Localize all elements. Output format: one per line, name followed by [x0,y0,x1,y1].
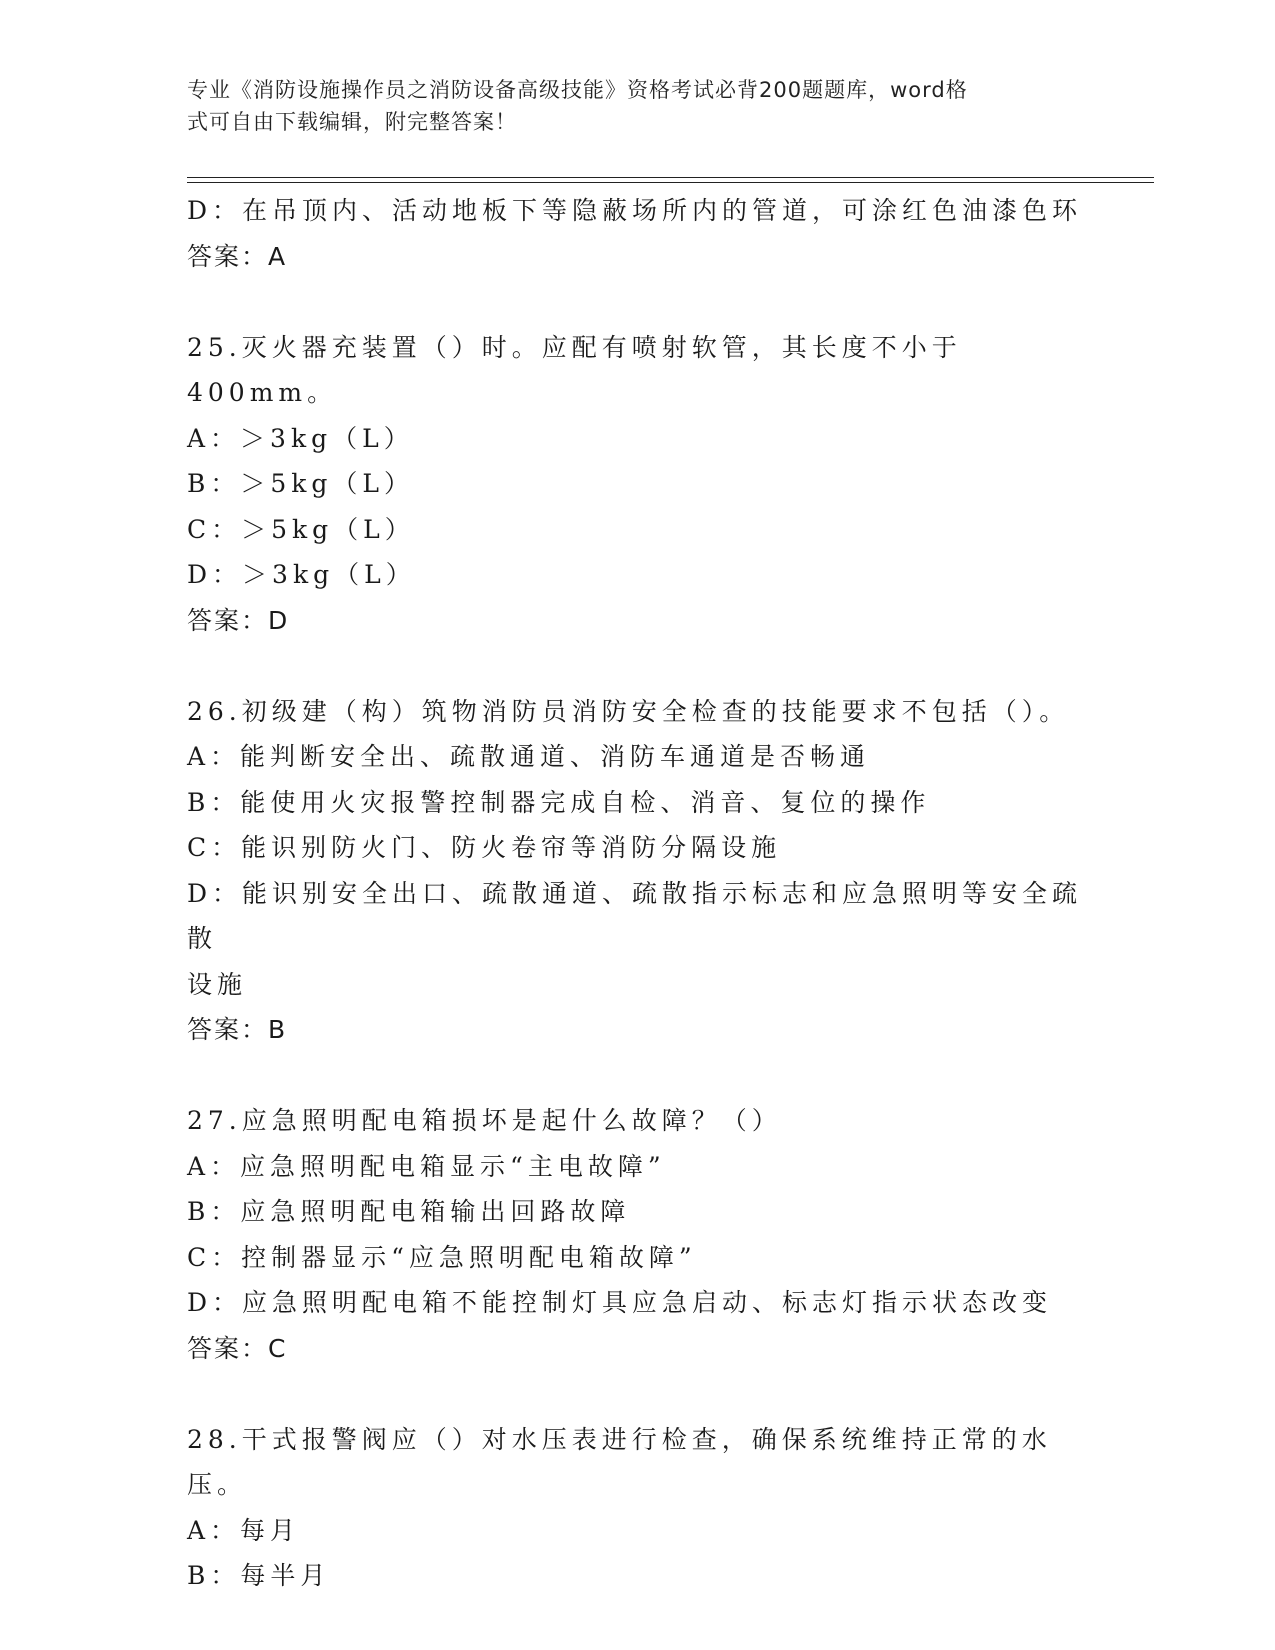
question-25 [187,325,1087,644]
option-d: D：能识别安全出口、疏散通道、疏散指示标志和应急照明等安全疏散 [187,878,1083,953]
option-b: B：每半月 [187,1561,331,1590]
header-divider-top [187,177,1154,178]
option-c: C：能识别防火门、防火卷帘等消防分隔设施 [187,833,782,862]
question-stem: 28.干式报警阀应（）对水压表进行检查，确保系统维持正常的水压。 [187,1424,1052,1499]
question-stem: 27.应急照明配电箱损坏是起什么故障？（） [187,1106,782,1135]
option-a: A：能判断安全出、疏散通道、消防车通道是否畅通 [187,742,871,771]
option-c: C：控制器显示“应急照明配电箱故障” [187,1242,697,1272]
answer: 答案：B [187,1015,288,1044]
prev-answer: 答案：A [187,241,288,271]
option-d: D：应急照明配电箱不能控制灯具应急启动、标志灯指示状态改变 [187,1288,1053,1317]
option-b: B：能使用火灾报警控制器完成自检、消音、复位的操作 [187,787,931,817]
answer: 答案：C [187,1333,288,1363]
document-header [187,74,1067,138]
question-27 [187,1098,1087,1371]
option-a: A：应急照明配电箱显示“主电故障” [187,1151,666,1181]
spacer [187,1371,1087,1417]
spacer [187,643,1087,689]
option-b: B：应急照明配电箱输出回路故障 [187,1197,631,1226]
header-divider-bottom [187,182,1154,183]
option-a: A：＞3kg（L） [187,423,414,453]
answer: 答案：D [187,605,290,635]
question-26 [187,689,1087,1053]
option-a: A：每月 [187,1515,301,1545]
option-d-continued: 设施 [187,969,248,999]
option-c: C：＞5kg（L） [187,514,415,544]
question-28 [187,1417,1087,1599]
option-b: B：＞5kg（L） [187,469,415,498]
header-line-2: 式可自由下载编辑，附完整答案！ [187,110,517,134]
header-line-1: 专业《消防设施操作员之消防设备高级技能》资格考试必背200题题库，word格 [187,78,968,102]
question-stem: 25.灭火器充装置（）时。应配有喷射软管，其长度不小于400mm。 [187,332,962,407]
question-stem: 26.初级建（构）筑物消防员消防安全检查的技能要求不包括（）。 [187,696,1070,726]
spacer [187,1053,1087,1099]
question-content [187,188,1087,1599]
spacer [187,279,1087,325]
prev-option-d: D：在吊顶内、活动地板下等隐蔽场所内的管道，可涂红色油漆色环 [187,196,1083,225]
option-d: D：＞3kg（L） [187,560,416,589]
